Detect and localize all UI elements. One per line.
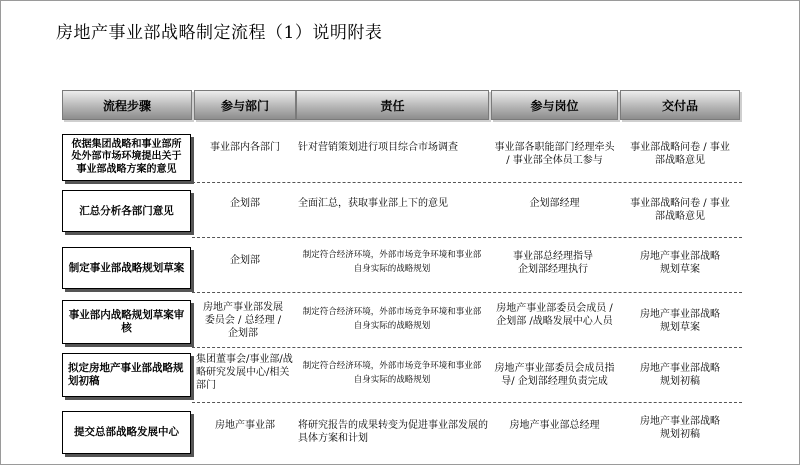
row-separator — [192, 292, 742, 293]
page-title: 房地产事业部战略制定流程（1）说明附表 — [56, 23, 383, 43]
row-resp: 制定符合经济环境，外部市场竞争环境和事业部自身实际的战略规划 — [302, 250, 482, 274]
row-dept: 企划部 — [230, 255, 260, 266]
row-resp: 全面汇总，获取事业部上下的意见 — [298, 198, 448, 209]
row-deliv: 房地产事业部战略规划草案 — [640, 309, 720, 333]
row-resp: 针对营销策划进行项目综合市场调查 — [298, 142, 458, 153]
row-post: 房地产事业部委员会成员 / 企划部 /战略发展中心人员 — [496, 303, 613, 327]
header-dept: 参与部门 — [194, 90, 296, 120]
row-separator — [192, 347, 742, 348]
row-dept: 房地产事业部 — [215, 420, 275, 431]
step-box: 制定事业部战略规划草案 — [62, 247, 191, 289]
row-resp: 制定符合经济环境，外部市场竞争环境和事业部自身实际的战略规划 — [302, 361, 482, 385]
row-deliv: 事业部战略问卷 / 事业部战略意见 — [630, 198, 730, 222]
header-deliv: 交付品 — [620, 90, 740, 120]
row-resp: 将研究报告的成果转变为促进事业部发展的具体方案和计划 — [298, 420, 488, 444]
row-separator — [192, 182, 742, 183]
row-post: 事业部各职能部门经理牵头 / 事业部全体员工参与 — [494, 142, 615, 166]
row-post: 事业部总经理指导 企划部经理执行 — [513, 251, 593, 275]
row-separator — [192, 402, 742, 403]
step-box: 提交总部战略发展中心 — [62, 411, 191, 454]
row-deliv: 事业部战略问卷 / 事业部战略意见 — [630, 142, 730, 166]
row-dept: 企划部 — [230, 198, 260, 209]
row-post: 企划部经理 — [529, 198, 580, 209]
row-dept: 集团董事会/事业部/战略研究发展中心/相关部门 — [196, 354, 293, 391]
header-post: 参与岗位 — [491, 90, 618, 120]
row-dept: 事业部内各部门 — [210, 142, 280, 153]
row-deliv: 房地产事业部战略规划初稿 — [640, 416, 720, 440]
step-box: 事业部内战略规划草案审核 — [62, 300, 191, 344]
row-separator — [192, 237, 742, 238]
row-deliv: 房地产事业部战略规划草案 — [640, 251, 720, 275]
header-step: 流程步骤 — [62, 90, 192, 120]
step-box: 拟定房地产事业部战略规划初稿 — [62, 353, 191, 397]
row-post: 房地产事业部委员会成员指导/ 企划部经理负责完成 — [494, 363, 615, 387]
row-dept: 房地产事业部发展委员会 / 总经理 /企划部 — [203, 302, 283, 339]
row-post: 房地产事业部总经理 — [509, 420, 600, 431]
step-box: 汇总分析各部门意见 — [62, 190, 191, 232]
header-resp: 责任 — [296, 90, 489, 120]
row-deliv: 房地产事业部战略规划初稿 — [640, 363, 720, 387]
step-box: 依据集团战略和事业部所处外部市场环境提出关于事业部战略方案的意见 — [62, 134, 191, 181]
row-resp: 制定符合经济环境，外部市场竞争环境和事业部自身实际的战略规划 — [302, 307, 482, 331]
